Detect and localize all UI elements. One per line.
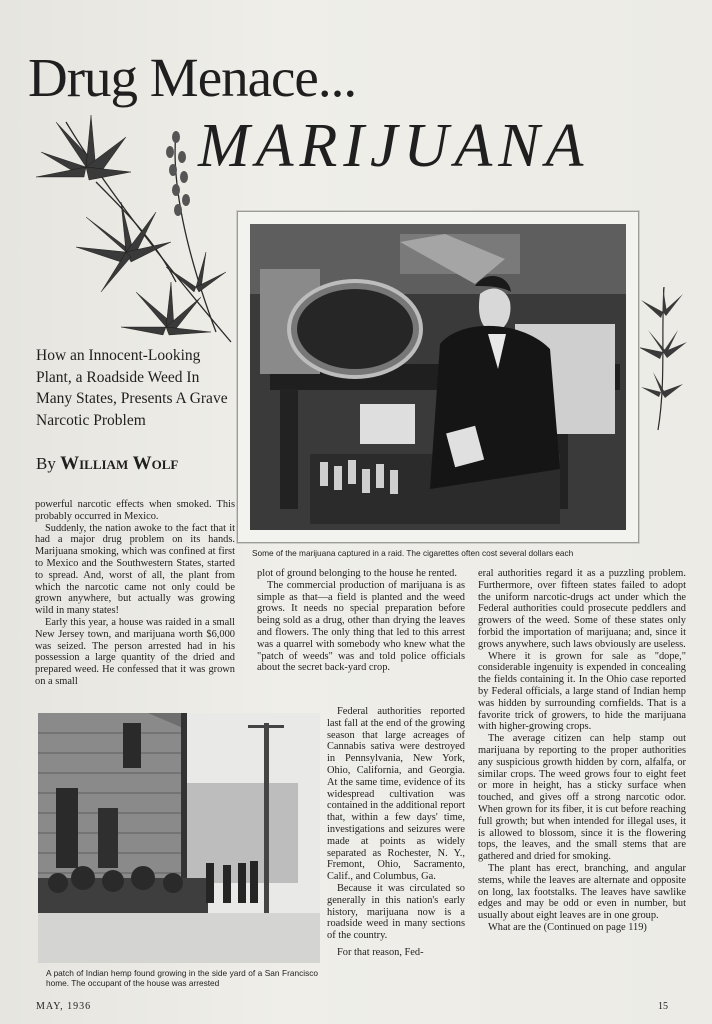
raid-photo (250, 224, 626, 530)
column-2-narrow (327, 706, 465, 942)
paragraph: What are the (Continued on page 119) (488, 921, 647, 933)
issue-date: MAY, 1936 (36, 1001, 92, 1012)
paragraph: Where it is grown for sale as "dope," considerable ingenuity is expended in concealing the fields containing it. In the Ohio case reported by Federal officials, a large stand of Indian hemp was hidden by surrounding cornfields. That is a favorite trick of growers, to hide the marijuana with higher-growing crops. (478, 650, 686, 733)
raid-photo-frame (237, 211, 639, 543)
paragraph: eral authorities regard it as a puzzling problem. Furthermore, over fifteen states failed to adopt the uniform narcotic-drugs act under which the Federal authorities could prosecute peddlers and growers of the weed. Some of these states only forbid the importation of marijuana; and, since it grows anywhere, such laws obviously are useless. (478, 568, 686, 650)
paragraph: Early this year, a house was raided in a small New Jersey town, and marijuana worth $6,000 was seized. The person arrested had in his possession a large quantity of the dried and prepared weed. He confessed that it was grown on a small (35, 616, 235, 687)
column-2-top (257, 568, 465, 674)
bottom-photo-caption: A patch of Indian hemp found growing in the side yard of a San Francisco home. The occupant of the house was arrested (46, 968, 318, 988)
paragraph: The plant has erect, branching, and angular stems, while the leaves are alternate and opposite on long, lax footstalks. The leaves have sawlike edges and may be odd or even in number, but usually about eight leaves are in one group. (478, 862, 686, 922)
column-2-end (327, 947, 465, 959)
byline-prefix: By (36, 454, 56, 473)
paragraph: powerful narcotic effects when smoked. This probably occurred in Mexico. (35, 499, 235, 522)
hemp-plant-illustration-icon (26, 112, 241, 347)
paragraph: plot of ground belonging to the house he rented. (257, 568, 457, 579)
paragraph: The average citizen can help stamp out marijuana by reporting to the proper authorities any suspicious growth hidden by corn, alfalfa, or similar crops. The weed grows four to eight feet or more in height, has a sticky surface when touched, and gives off a strong narcotic odor. When grown for its fiber, it is cut before reaching full growth; but when intended for illegal uses, it is allowed to blossom, since it is the flowering tops, the leaves, and the small stems that are gathered and dried for smoking. (478, 733, 686, 863)
column-1 (35, 499, 235, 688)
paragraph: Because it was circulated so generally in this nation's early history, marijuana now is a roadside weed in many sections of the country. (327, 882, 465, 942)
paragraph: Suddenly, the nation awoke to the fact that it had a major drug problem on its hands. Marijuana smoking, which was confined at first to Mexico and the Southwestern States, started to spread. And, worst of all, the plant from which the narcotic came not only could be grown anywhere, but actually was growing wild in many states! (35, 522, 235, 617)
paragraph: For that reason, Fed- (337, 947, 424, 958)
street-photo (38, 713, 320, 963)
byline (36, 453, 178, 475)
hemp-sprig-illustration-icon (636, 282, 691, 432)
subtitle: How an Innocent-Looking Plant, a Roadside Weed In Many States, Presents A Grave Narcotic Problem (36, 347, 228, 429)
headline-line-2: MARIJUANA (198, 112, 590, 180)
top-photo-caption: Some of the marijuana captured in a raid. The cigarettes often cost several dollars each (252, 548, 574, 558)
column-3 (478, 568, 686, 934)
author-name: William Wolf (60, 453, 179, 474)
paragraph: The commercial production of marijuana is as simple as that—a field is planted and the weed grows. It needs no special preparation before being sold as a drug, other than drying the leaves and flowers. The only thing that led to this arrest was a quarrel with somebody who knew what the "patch of weeds" was and told police officials about the secret back-yard crop. (257, 579, 465, 674)
paragraph: Federal authorities reported last fall at the end of the growing season that large acreages of Cannabis sativa were destroyed in Pennsylvania, New York, Ohio, California, and Georgia. At the same time, evidence of its widespread cultivation was contained in the additional report that, within a few days' time, investigations and seizures were made at points as widely separated as Rochester, N. Y., Fremont, Ohio, Sacramento, Calif., and Columbus, Ga. (327, 706, 465, 883)
page-number: 15 (658, 1001, 668, 1012)
headline-line-1: Drug Menace... (28, 47, 357, 108)
